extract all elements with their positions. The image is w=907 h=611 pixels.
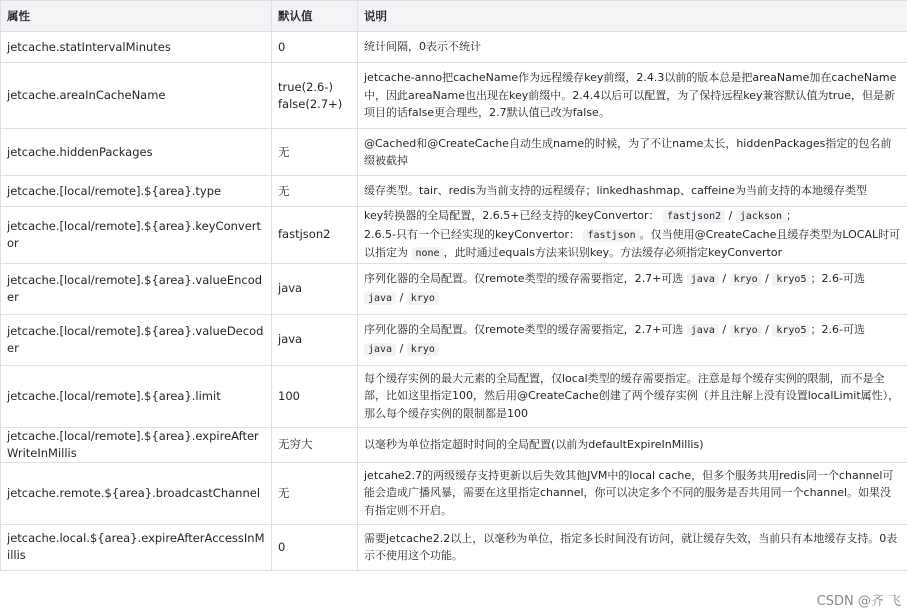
description-text: jetcahe2.7的两级缓存支持更新以后失效其他JVM中的local cache，但多个服务共用redis同一个channel可能会造成广播风暴，需要在这里指定channel，你可以决定多个不同的服务是否共用同一个channel。如果没有指定则不开启。	[364, 468, 894, 517]
inline-code: java	[687, 324, 719, 337]
description-text: 序列化器的全局配置。仅remote类型的缓存需要指定，2.7+可选	[364, 272, 687, 285]
description-cell	[358, 63, 907, 129]
description-cell	[358, 176, 907, 207]
description-text: 统计间隔，0表示不统计	[364, 40, 481, 54]
description-cell	[358, 207, 907, 264]
inline-code: kryo5	[772, 273, 810, 286]
description-text: 每个缓存实例的最大元素的全局配置，仅local类型的缓存需要指定。注意是每个缓存实例的限制，而不是全部，比如这里指定100，然后用@CreateCache创建了两个缓存实例（并且注解上没有设置localLimit属性），那么每个缓存实例的限制都是100	[364, 371, 900, 420]
inline-code: java	[687, 273, 719, 286]
property-cell: jetcache.[local/remote].${area}.type	[1, 176, 272, 207]
table-header-row	[1, 1, 907, 32]
property-cell: jetcache.[local/remote].${area}.valueEncoder	[1, 263, 272, 314]
description-text: /	[718, 323, 730, 336]
description-cell	[358, 365, 907, 427]
table-row	[1, 263, 907, 314]
header-property: 属性	[1, 1, 272, 32]
property-cell: jetcache.statIntervalMinutes	[1, 32, 272, 63]
description-text: /	[761, 323, 773, 336]
property-cell: jetcache.[local/remote].${area}.valueDecoder	[1, 314, 272, 365]
property-cell: jetcache.hiddenPackages	[1, 129, 272, 176]
description-text: 序列化器的全局配置。仅remote类型的缓存需要指定，2.7+可选	[364, 323, 687, 336]
inline-code: kryo	[730, 324, 762, 337]
inline-code: java	[364, 292, 396, 305]
inline-code: jackson	[736, 210, 786, 223]
table-row	[1, 427, 907, 462]
description-text: /	[761, 272, 773, 285]
description-text: 以毫秒为单位指定超时时间的全局配置(以前为defaultExpireInMillis)	[364, 437, 704, 451]
property-cell: jetcache.[local/remote].${area}.expireAfterWriteInMillis	[1, 427, 272, 462]
description-text: ，此时通过equals方法来识别key。方法缓存必须指定keyConvertor	[443, 246, 783, 259]
inline-code: kryo	[407, 343, 439, 356]
header-description: 说明	[358, 1, 907, 32]
inline-code: fastjson2	[663, 210, 725, 223]
default-value-cell: java	[272, 314, 358, 365]
table-row	[1, 63, 907, 129]
description-text: 缓存类型。tair、redis为当前支持的远程缓存；linkedhashmap、caffeine为当前支持的本地缓存类型	[364, 184, 868, 198]
property-cell: jetcache.local.${area}.expireAfterAccessInMillis	[1, 524, 272, 570]
description-cell	[358, 32, 907, 63]
property-cell: jetcache.areaInCacheName	[1, 63, 272, 129]
inline-code: none	[412, 247, 444, 260]
description-cell	[358, 263, 907, 314]
description-cell	[358, 524, 907, 570]
default-value-cell: 0	[272, 32, 358, 63]
default-value-cell: true(2.6-) false(2.7+)	[272, 63, 358, 129]
description-text: ；2.6-可选	[810, 272, 865, 285]
table-row	[1, 365, 907, 427]
description-cell	[358, 427, 907, 462]
default-value-cell: 无穷大	[272, 427, 358, 462]
default-value-cell: 100	[272, 365, 358, 427]
inline-code: java	[364, 343, 396, 356]
default-value-cell: 0	[272, 524, 358, 570]
table-row	[1, 207, 907, 264]
header-default: 默认值	[272, 1, 358, 32]
description-text: 。仅当使用@CreateCache且缓存类型为LOCAL时可以指定为	[364, 227, 901, 259]
description-cell	[358, 462, 907, 524]
default-value-cell: java	[272, 263, 358, 314]
inline-code: fastjson	[583, 229, 639, 242]
property-cell: jetcache.[local/remote].${area}.limit	[1, 365, 272, 427]
description-text: ；	[786, 209, 798, 222]
description-text: jetcache-anno把cacheName作为远程缓存key前缀，2.4.3以前的版本总是把areaName加在cacheName中，因此areaName也出现在key前缀中。2.4.4以后可以配置，为了保持远程key兼容默认值为true，但是新项目的话false更合理些，2.7默认值已改为false。	[364, 71, 897, 120]
description-text: /	[718, 272, 730, 285]
description-text: @Cached和@CreateCache自动生成name的时候，为了不让name太长，hiddenPackages指定的包名前缀被截掉	[364, 136, 892, 167]
description-cell	[358, 314, 907, 365]
table-row	[1, 176, 907, 207]
property-cell: jetcache.remote.${area}.broadcastChannel	[1, 462, 272, 524]
property-cell: jetcache.[local/remote].${area}.keyConvertor	[1, 207, 272, 264]
description-cell	[358, 129, 907, 176]
description-text: /	[396, 290, 407, 304]
description-text: 2.6.5-只有一个已经实现的keyConvertor：	[364, 227, 584, 241]
default-value-cell: 无	[272, 176, 358, 207]
default-value-cell: fastjson2	[272, 207, 358, 264]
csdn-watermark: CSDN @齐 飞	[817, 590, 901, 609]
inline-code: kryo	[730, 273, 762, 286]
inline-code: kryo	[407, 292, 439, 305]
description-text: /	[725, 209, 736, 222]
table-row	[1, 314, 907, 365]
table-row	[1, 32, 907, 63]
inline-code: kryo5	[772, 324, 810, 337]
description-text: 需要jetcache2.2以上，以毫秒为单位，指定多长时间没有访问，就让缓存失效，当前只有本地缓存支持。0表示不使用这个功能。	[364, 531, 898, 562]
description-text: /	[396, 341, 407, 355]
table-row	[1, 129, 907, 176]
table-row	[1, 462, 907, 524]
default-value-cell: 无	[272, 129, 358, 176]
description-text: key转换器的全局配置，2.6.5+已经支持的keyConvertor：	[364, 209, 663, 222]
default-value-cell: 无	[272, 462, 358, 524]
table-row	[1, 524, 907, 570]
description-text: ；2.6-可选	[810, 323, 865, 336]
